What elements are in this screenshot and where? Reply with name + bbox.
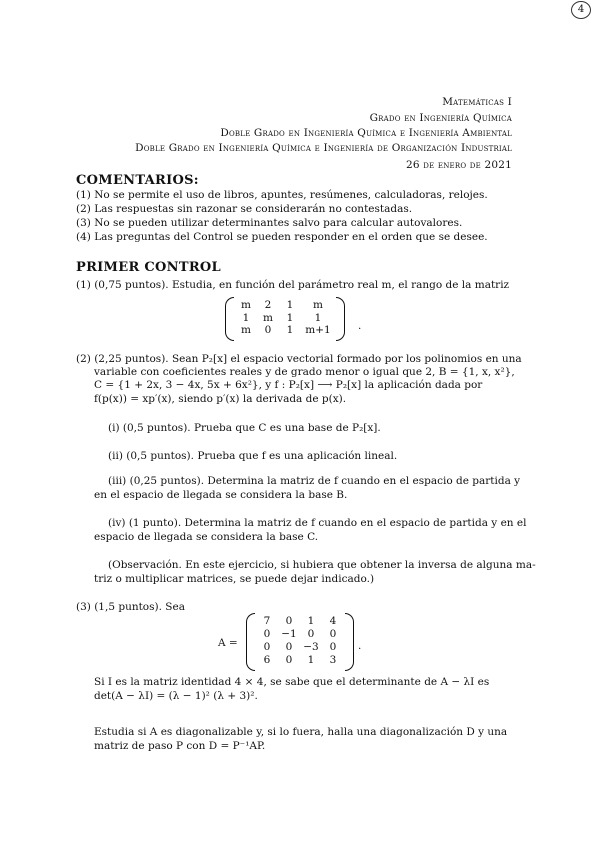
header-subject: Matemáticas I <box>442 96 512 108</box>
q3-matrix <box>246 613 354 671</box>
comment-2: (2) Las respuestas sin razonar se considerarán no contestadas. <box>76 203 413 215</box>
q3-matrix-cell: 0 <box>285 654 293 666</box>
q3-matrix-cell: 0 <box>329 628 337 640</box>
q1-text: (1) (0,75 puntos). Estudia, en función del parámetro real m, el rango de la matriz <box>76 279 510 291</box>
q3-text: (3) (1,5 puntos). Sea <box>76 601 185 613</box>
q2-line-1: (2) (2,25 puntos). Sean P₂[x] el espacio vectorial formado por los polinomios en una <box>76 353 522 365</box>
q3-question-1: Estudia si A es diagonalizable y, si lo fuera, halla una diagonalización D y una <box>94 726 508 738</box>
q3-matrix-cell: 6 <box>263 654 271 666</box>
page-number: 4 <box>571 1 591 19</box>
q3-matrix-cell: 0 <box>285 641 293 653</box>
q2-part-ii: (ii) (0,5 puntos). Prueba que f es una aplicación lineal. <box>108 450 398 462</box>
q2-part-i: (i) (0,5 puntos). Prueba que C es una base de P₂[x]. <box>108 422 381 434</box>
q3-matrix-cell: 0 <box>263 641 271 653</box>
q1-matrix-cell: 2 <box>264 299 272 311</box>
control-title: PRIMER CONTROL <box>76 260 221 275</box>
q3-matrix-cell: 0 <box>285 615 293 627</box>
q2-line-3: C = {1 + 2x, 3 − 4x, 5x + 6x²}, y f : P₂[x] ⟶ P₂[x] la aplicación dada por <box>94 379 483 391</box>
header-degree: Grado en Ingeniería Química <box>369 112 512 124</box>
q1-matrix-cell: m <box>313 299 323 311</box>
q2-observation-2: triz o multiplicar matrices, se puede dejar indicado.) <box>94 573 375 585</box>
q3-matrix-cell: 1 <box>307 654 315 666</box>
q1-matrix-cell: 1 <box>286 324 294 337</box>
header-date: 26 de enero de 2021 <box>405 159 512 171</box>
header-double-degree-1: Doble Grado en Ingeniería Química e Ingeniería Ambiental <box>220 127 512 139</box>
q3-question-2: matriz de paso P con D = P⁻¹AP. <box>94 740 266 752</box>
q3-matrix-cell: 3 <box>329 654 337 666</box>
q1-matrix-cell: 1 <box>242 311 250 324</box>
comment-1: (1) No se permite el uso de libros, apuntes, resúmenes, calculadoras, relojes. <box>76 189 488 201</box>
q2-part-iv-1: (iv) (1 punto). Determina la matriz de f cuando en el espacio de partida y en el <box>108 517 527 529</box>
q1-matrix-cell: m <box>241 299 251 311</box>
q1-matrix-cell: 1 <box>314 311 322 324</box>
q1-matrix <box>225 297 345 341</box>
q3-condition: Si I es la matriz identidad 4 × 4, se sabe que el determinante de A − λI es <box>94 676 490 688</box>
q2-part-iii-1: (iii) (0,25 puntos). Determina la matriz de f cuando en el espacio de partida y <box>108 475 521 487</box>
q1-matrix-cell: 1 <box>286 299 294 311</box>
q1-matrix-cell: 0 <box>264 324 272 337</box>
q2-part-iii-2: en el espacio de llegada se considera la base B. <box>94 489 348 501</box>
q3-period: . <box>358 640 362 652</box>
comment-4: (4) Las preguntas del Control se pueden responder en el orden que se desee. <box>76 231 488 243</box>
header-double-degree-2: Doble Grado en Ingeniería Química e Ingeniería de Organización Industrial <box>135 142 512 154</box>
comments-title: COMENTARIOS: <box>76 173 199 188</box>
q1-period: . <box>358 320 362 332</box>
q3-matrix-cell: 0 <box>307 628 315 640</box>
q3-matrix-cell: −1 <box>281 628 297 640</box>
q3-determinant: det(A − λI) = (λ − 1)² (λ + 3)². <box>94 690 258 702</box>
q2-observation-1: (Observación. En este ejercicio, si hubiera que obtener la inversa de alguna ma- <box>108 559 536 571</box>
q3-matrix-cell: 4 <box>329 615 337 627</box>
q2-line-4: f(p(x)) = xp′(x), siendo p′(x) la derivada de p(x). <box>94 393 347 405</box>
q2-part-iv-2: espacio de llegada se considera la base C. <box>94 531 319 543</box>
q3-matrix-cell: 0 <box>263 628 271 640</box>
q3-matrix-cell: 1 <box>307 615 315 627</box>
q3-matrix-label: A = <box>218 637 238 649</box>
q1-matrix-cell: m+1 <box>305 324 331 337</box>
q3-matrix-cell: 0 <box>329 641 337 653</box>
q3-matrix-cell: −3 <box>303 641 319 653</box>
q2-line-2: variable con coeficientes reales y de grado menor o igual que 2, B = {1, x, x²}, <box>94 366 515 378</box>
q3-matrix-cell: 7 <box>263 615 271 627</box>
q1-matrix-cell: 1 <box>286 311 294 324</box>
comment-3: (3) No se pueden utilizar determinantes salvo para calcular autovalores. <box>76 217 463 229</box>
q1-matrix-cell: m <box>263 311 273 324</box>
q1-matrix-cell: m <box>241 324 251 337</box>
